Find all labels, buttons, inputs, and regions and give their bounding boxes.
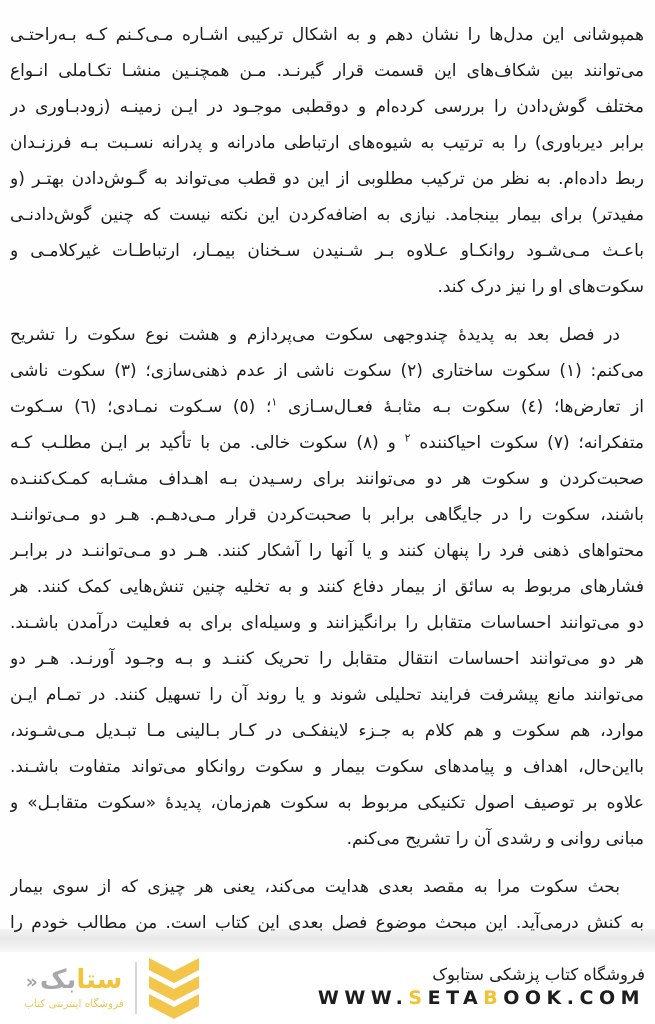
text-segment: از تعارض‌ها؛ (٤) سکوت بـه مثابـۀ فعـال‌سـازی (277, 397, 644, 417)
logo-divider (135, 962, 137, 1014)
url-segment: OOK.COM (503, 986, 645, 1009)
text-line: علاوه بر توصیف اصول تکنیکی مربوط به سکوت هم‌زمان، پدیدۀ «سکوت متقابـل» و (10, 793, 644, 813)
text-line (10, 425, 644, 461)
setabook-wordmark (26, 966, 123, 995)
setabook-logo (24, 957, 200, 1020)
text-line: محتواهای ذهنی فرد را پنهان کنند و یا آنها را آشکار کنند. هـر دو مـی‌تواننـد در برابـر (10, 541, 644, 561)
url-segment-accent: S (408, 986, 428, 1009)
logo-wordmark-block (24, 966, 124, 1010)
url-segment-accent: B (483, 986, 504, 1009)
footer-store-info (318, 964, 645, 1011)
store-name: فروشگاه کتاب پزشکی ستابوک (432, 965, 645, 985)
paragraph-1 (10, 17, 644, 305)
footnote-ref-1: ۱ (271, 395, 278, 409)
text-line: مبانی روانی و رشدی آن را تشریح می‌کنم. (346, 829, 644, 849)
text-line: می‌توانند مانع پیشرفت فرایند تحلیلی شوند و یا روند آن را تسهیل کنند. در تمـام ایـن (10, 685, 644, 705)
text-line: مفیدتر) برای بیمار بینجامد. نیازی به اضافه‌کردن این نکته نیست که چنین گوش‌دادنـی (10, 205, 644, 225)
paragraph-3 (10, 869, 644, 941)
text-line: بااین‌حال، اهداف و پیامدهای سکوت بیمار و سکوت روانکاو می‌تواند متفاوت باشـند. (10, 757, 644, 777)
guillemet-mark: « (25, 971, 38, 994)
text-line: فشارهای مربوط به سائق از بیمار دفاع کنند و به تخلیه چنین تنش‌هایی کمک کنند. هر (10, 577, 644, 597)
wordmark-gray-part: بک (39, 965, 77, 996)
text-line: باعـث مـی‌شـود روانکـاو عـلاوه بـر شـنیدن سـخنان بیمـار، ارتباطـات غیرکلامـی و (10, 241, 644, 261)
paragraph-2 (10, 317, 644, 857)
website-url (318, 986, 645, 1012)
triple-chevron-down-icon (148, 957, 200, 1020)
text-line: در فصل بعد به پدیدۀ چندوجهی سکوت می‌پردازم و هشت نوع سکوت را تشریح (10, 325, 620, 345)
text-line: به کنش درمی‌آید. این مبحث موضوع فصل بعدی این کتاب است. من مطالب خودم را (10, 913, 644, 933)
text-line: صحبت‌کردن و سکوت هر دو می‌توانند برای رسـیدن بـه اهـداف مشـابه کمـک‌کننـده (10, 469, 644, 489)
text-line: می‌توانند بین شکاف‌های این قسمت قرار گیرنـد. مـن همچنـین منشـا تکـاملی انـواع (10, 61, 644, 81)
text-line: همپوشانی این مدل‌ها را نشان دهم و به اشکال ترکیبی اشـاره مـی‌کـنم کـه بـه‌راحتـی (10, 25, 644, 45)
text-line: دو می‌توانند احساسات متقابل را برانگیزانند و وسیله‌ای برای به فعلیت درآمدن باشـند. (10, 613, 644, 633)
url-segment: WWW. (317, 986, 409, 1009)
footer-watermark (0, 952, 655, 1024)
text-line: برابر دیرباوری) را به ترتیب به شیوه‌های ارتباطی مادرانه و پدرانه نسـبت بـه فرزنـدان (10, 133, 644, 153)
page-text (10, 17, 644, 953)
text-segment: متفکرانه؛ (۷) سکوت احیاکننده (410, 433, 644, 453)
text-line: باشند، سکوت را در جایگاهی برابر با صحبت‌کردن قرار مـی‌دهـم. هـر دو مـی‌تواننـد (10, 505, 644, 525)
text-line: بحث سکوت مرا به مقصد بعدی هدایت می‌کند، یعنی هر چیزی که از سوی بیمار (10, 877, 620, 897)
text-line: موارد، هم سکوت و هم کلام به جـزء لاینفکـی در کـار بـالینی مـا تبـدیل مـی‌شـوند، (10, 721, 644, 741)
text-segment: ؛ (٥) سـکوت نمـادی؛ (٦) سـکوت (10, 397, 272, 417)
text-line: هر دو می‌توانند احساسات انتقال متقابل را تحریک کننـد و بـه وجـود آورنـد. هـر دو (10, 649, 644, 669)
text-line: می‌کنم: (۱) سکوت ساختاری (۲) سکوت ناشی از عدم ذهنی‌سازی؛ (۳) سکوت ناشی (10, 361, 644, 381)
url-segment: ETA (427, 986, 484, 1009)
logo-tagline: فروشگاه اینترنتی کتاب (24, 997, 124, 1010)
footnote-ref-2: ۲ (404, 431, 411, 445)
wordmark-yellow-part: ستا (76, 965, 123, 996)
text-line (10, 389, 644, 425)
text-segment: و (۸) سکوت خالی. من با تأکید بر ایـن مطلـب کـه (10, 433, 405, 453)
text-line: سکوت‌های او را نیز درک کند. (437, 277, 644, 297)
text-line: ربط داده‌ام. به نظر من ترکیب مطلوبی از این دو قطب می‌تواند به گـوش‌دادن بهتـر (و (10, 169, 644, 189)
text-line: مختلف گوش‌دادن را بررسی کرده‌ام و دوقطبی موجـود در ایـن زمینـه (زودبـاوری در (10, 97, 644, 117)
